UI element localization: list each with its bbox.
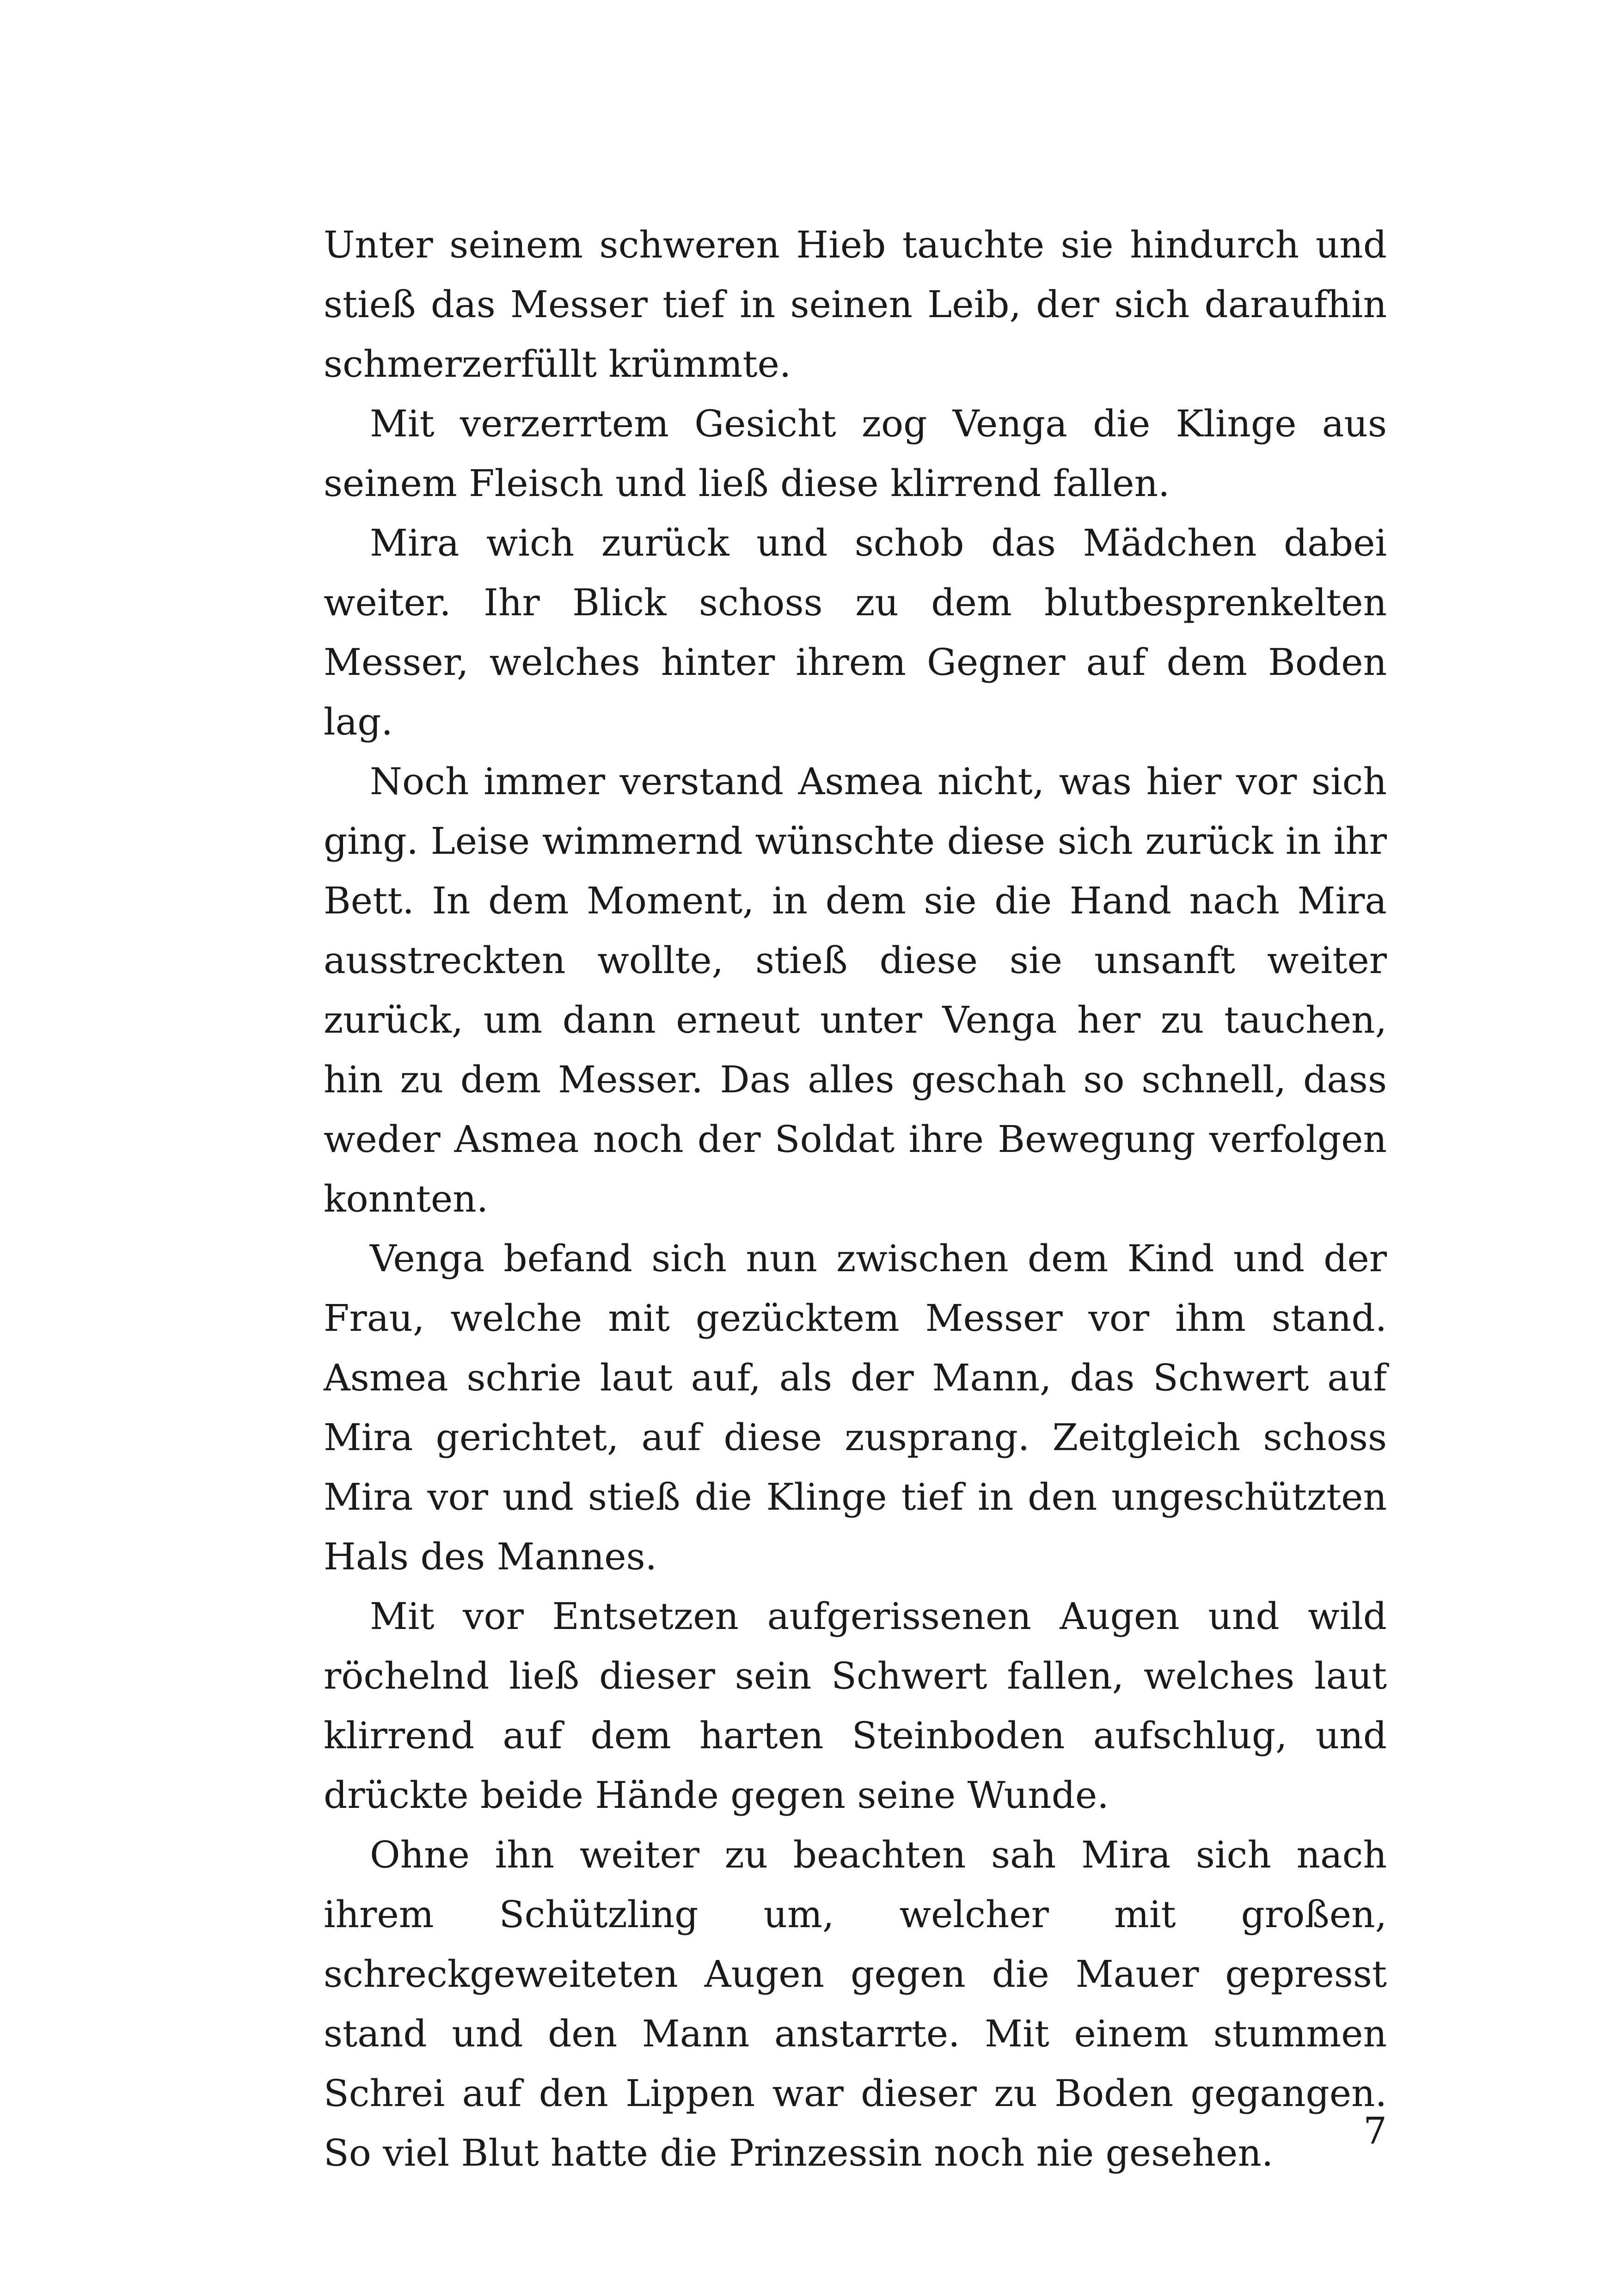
paragraph: Mit verzerrtem Gesicht zog Venga die Klinge aus seinem Fleisch und ließ diese klirrend fallen. (324, 402, 1387, 505)
paragraph: Mira wich zurück und schob das Mädchen dabei weiter. Ihr Blick schoss zu dem blutbesprenkelten Messer, welches hinter ihrem Gegner auf dem Boden lag. (324, 521, 1387, 743)
paragraph: Noch immer verstand Asmea nicht, was hier vor sich ging. Leise wimmernd wünschte diese sich zurück in ihr Bett. In dem Moment, in dem sie die Hand nach Mira ausstreckten wollte, stieß diese sie unsanft weiter zurück, um dann erneut unter Venga her zu tauchen, hin zu dem Messer. Das alles geschah so schnell, dass weder Asmea noch der Soldat ihre Bewegung verfolgen konnten. (324, 760, 1387, 1220)
body-text (324, 215, 1387, 2183)
paragraph: Venga befand sich nun zwischen dem Kind und der Frau, welche mit gezücktem Messer vor ihm stand. Asmea schrie laut auf, als der Mann, das Schwert auf Mira gerichtet, auf diese zusprang. Zeitgleich schoss Mira vor und stieß die Klinge tief in den ungeschützten Hals des Mannes. (324, 1237, 1387, 1578)
page-number: 7 (1363, 2109, 1387, 2152)
paragraph: Unter seinem schweren Hieb tauchte sie hindurch und stieß das Messer tief in seinen Leib, der sich daraufhin schmerzerfüllt krümmte. (324, 223, 1387, 386)
paragraph: Mit vor Entsetzen aufgerissenen Augen und wild röchelnd ließ dieser sein Schwert fallen, welches laut klirrend auf dem harten Steinboden aufschlug, und drückte beide Hände gegen seine Wunde. (324, 1595, 1387, 1817)
paragraph: Ohne ihn weiter zu beachten sah Mira sich nach ihrem Schützling um, welcher mit großen, schreckgeweiteten Augen gegen die Mauer gepresst stand und den Mann anstarrte. Mit einem stummen Schrei auf den Lippen war dieser zu Boden gegangen. So viel Blut hatte die Prinzessin noch nie gesehen. (324, 1833, 1387, 2174)
